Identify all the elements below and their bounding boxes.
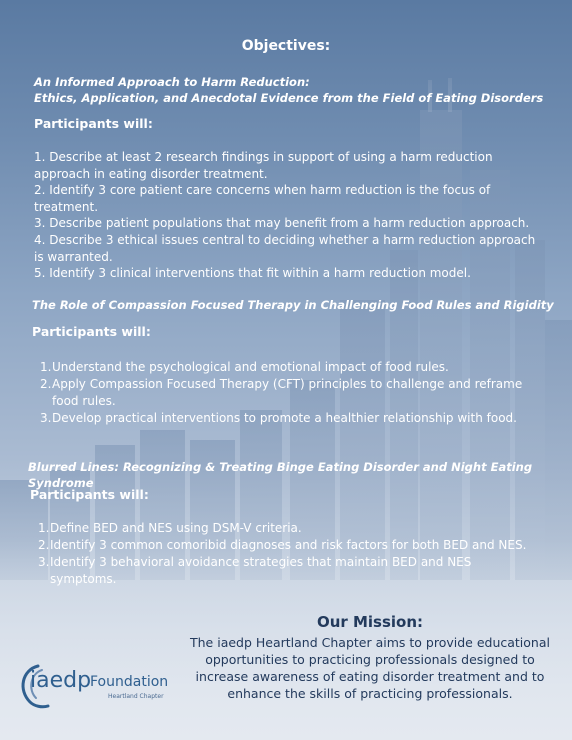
course-2-title: The Role of Compassion Focused Therapy in Challenging Food Rules and Rigidity xyxy=(32,298,554,312)
course-1-participants-label: Participants will: xyxy=(34,116,153,131)
logo-chapter-text: Heartland Chapter xyxy=(108,693,164,700)
list-item: 3. Develop practical interventions to promote a healthier relationship with food. xyxy=(40,411,517,425)
mission-statement: The iaedp Heartland Chapter aims to provide educational opportunities to practicing professionals designed to increase awareness of eating disorder treatment and to enhance the skills of practicing professionals. xyxy=(190,635,550,701)
logo-foundation-text: Foundation xyxy=(90,674,169,690)
course-1-objective: 2. Identify 3 core patient care concerns when harm reduction is the focus of treatment. xyxy=(34,183,491,214)
course-1-objective: 5. Identify 3 clinical interventions that fit within a harm reduction model. xyxy=(34,266,471,281)
course-1-title-line-2: Ethics, Application, and Anecdotal Evidence from the Field of Eating Disorders xyxy=(34,91,544,105)
objectives-heading: Objectives: xyxy=(241,38,331,54)
course-3-participants-label: Participants will: xyxy=(30,487,149,502)
list-item: 2. Apply Compassion Focused Therapy (CFT) principles to challenge and reframe food rules. xyxy=(40,377,523,408)
iaedp-foundation-logo xyxy=(16,660,176,710)
list-item: 1. Understand the psychological and emotional impact of food rules. xyxy=(40,360,449,374)
course-2-objectives xyxy=(40,359,530,427)
mission-title: Our Mission: xyxy=(316,613,424,631)
course-1-title-line-1: An Informed Approach to Harm Reduction: xyxy=(34,75,310,89)
list-item: 3. Identify 3 behavioral avoidance strategies that maintain BED and NES symptoms. xyxy=(38,555,472,586)
course-1-objective: 4. Describe 3 ethical issues central to deciding whether a harm reduction approach is warranted. xyxy=(34,232,536,264)
course-2-participants-label: Participants will: xyxy=(32,324,151,339)
course-1-objectives xyxy=(34,149,544,282)
list-item: 1. Define BED and NES using DSM-V criteria. xyxy=(38,521,302,535)
logo-wordmark: iaedp xyxy=(30,668,92,693)
course-1-objective: 3. Describe patient populations that may benefit from a harm reduction approach. xyxy=(34,216,530,231)
list-item: 2. Identify 3 common comoribid diagnoses and risk factors for both BED and NES. xyxy=(38,538,527,552)
course-3-objectives xyxy=(38,520,538,588)
course-3-title: Blurred Lines: Recognizing & Treating Binge Eating Disorder and Night Eating Syndrome xyxy=(28,460,533,490)
course-1-objective: 1. Describe at least 2 research findings in support of using a harm reduction approach in eating disorder treatment. xyxy=(34,150,493,181)
